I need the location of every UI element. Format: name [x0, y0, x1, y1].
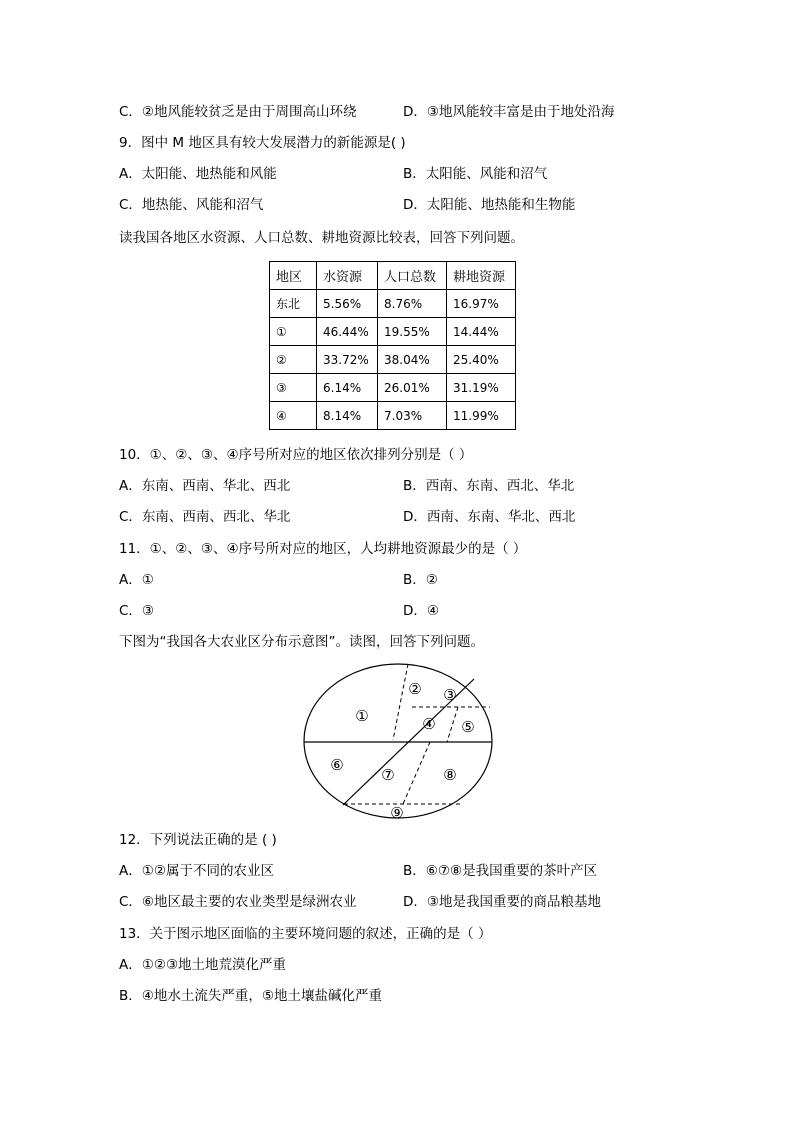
region-label: ⑥	[330, 756, 344, 774]
table-cell: 7.03%	[378, 402, 447, 430]
q13-option-b: B．④地水土流失严重，⑤地土壤盐碱化严重	[119, 988, 382, 1004]
table-cell: ③	[270, 374, 317, 402]
q8-option-d: D．③地风能较丰富是由于地处沿海	[403, 104, 615, 120]
table-intro: 读我国各地区水资源、人口总数、耕地资源比较表，回答下列问题。	[119, 230, 524, 246]
q11-option-c: C．③	[119, 603, 155, 619]
table-cell: 6.14%	[317, 374, 378, 402]
dashed-divider	[393, 664, 408, 740]
q12-option-a: A．①②属于不同的农业区	[119, 863, 274, 879]
q11-option-d: D．④	[403, 603, 439, 619]
q9-stem: 9．图中 M 地区具有较大发展潜力的新能源是( )	[119, 135, 406, 151]
table-header-cell: 地区	[270, 262, 317, 290]
table-cell: 16.97%	[447, 290, 516, 318]
diagram-intro: 下图为“我国各大农业区分布示意图”。读图，回答下列问题。	[119, 634, 484, 650]
region-label: ⑧	[443, 766, 457, 784]
table-cell: 31.19%	[447, 374, 516, 402]
region-label: ④	[422, 715, 436, 733]
table-row	[270, 290, 516, 318]
table-cell: 38.04%	[378, 346, 447, 374]
table-cell: 33.72%	[317, 346, 378, 374]
q9-option-c: C．地热能、风能和沼气	[119, 197, 264, 213]
region-ellipse	[304, 664, 492, 818]
table-row	[270, 318, 516, 346]
table-header-cell: 耕地资源	[447, 262, 516, 290]
region-label: ②	[408, 680, 422, 698]
q9-option-b: B．太阳能、风能和沼气	[403, 166, 548, 182]
q13-option-a: A．①②③地土地荒漠化严重	[119, 957, 287, 973]
table-header-cell: 水资源	[317, 262, 378, 290]
table-cell: 19.55%	[378, 318, 447, 346]
q11-option-a: A．①	[119, 572, 154, 588]
region-label: ①	[355, 707, 369, 725]
q10-option-c: C．东南、西南、西北、华北	[119, 509, 291, 525]
q9-option-d: D．太阳能、地热能和生物能	[403, 197, 576, 213]
table-header-cell: 人口总数	[378, 262, 447, 290]
table-cell: 26.01%	[378, 374, 447, 402]
table-cell: 25.40%	[447, 346, 516, 374]
q11-option-b: B．②	[403, 572, 438, 588]
q12-option-d: D．③地是我国重要的商品粮基地	[403, 894, 601, 910]
table-row	[270, 402, 516, 430]
table-cell: ①	[270, 318, 317, 346]
table-cell: 14.44%	[447, 318, 516, 346]
table-row	[270, 374, 516, 402]
q10-option-d: D．西南、东南、华北、西北	[403, 509, 576, 525]
table-cell: 8.76%	[378, 290, 447, 318]
table-cell: 8.14%	[317, 402, 378, 430]
resource-table	[269, 261, 516, 430]
table-cell: 11.99%	[447, 402, 516, 430]
table-cell: 5.56%	[317, 290, 378, 318]
q10-stem: 10．①、②、③、④序号所对应的地区依次排列分别是（ ）	[119, 447, 473, 463]
q10-option-b: B．西南、东南、西北、华北	[403, 478, 575, 494]
region-label: ⑤	[461, 718, 475, 736]
agricultural-regions-diagram	[300, 658, 496, 822]
region-label: ⑦	[381, 766, 395, 784]
region-label: ⑨	[390, 804, 404, 822]
q13-stem: 13．关于图示地区面临的主要环境问题的叙述，正确的是（ ）	[119, 926, 492, 942]
q12-option-c: C．⑥地区最主要的农业类型是绿洲农业	[119, 894, 357, 910]
table-cell: 东北	[270, 290, 317, 318]
dashed-divider	[403, 742, 430, 804]
q12-option-b: B．⑥⑦⑧是我国重要的茶叶产区	[403, 863, 598, 879]
q8-option-c: C．②地风能较贫乏是由于周围高山环绕	[119, 104, 357, 120]
q12-stem: 12．下列说法正确的是 ( )	[119, 832, 277, 848]
table-cell: ②	[270, 346, 317, 374]
table-row	[270, 346, 516, 374]
dashed-divider	[447, 707, 458, 742]
q10-option-a: A．东南、西南、华北、西北	[119, 478, 291, 494]
table-header-row	[270, 262, 516, 290]
table-cell: ④	[270, 402, 317, 430]
q11-stem: 11．①、②、③、④序号所对应的地区，人均耕地资源最少的是（ ）	[119, 541, 527, 557]
q9-option-a: A．太阳能、地热能和风能	[119, 166, 277, 182]
region-label: ③	[443, 686, 457, 704]
table-cell: 46.44%	[317, 318, 378, 346]
